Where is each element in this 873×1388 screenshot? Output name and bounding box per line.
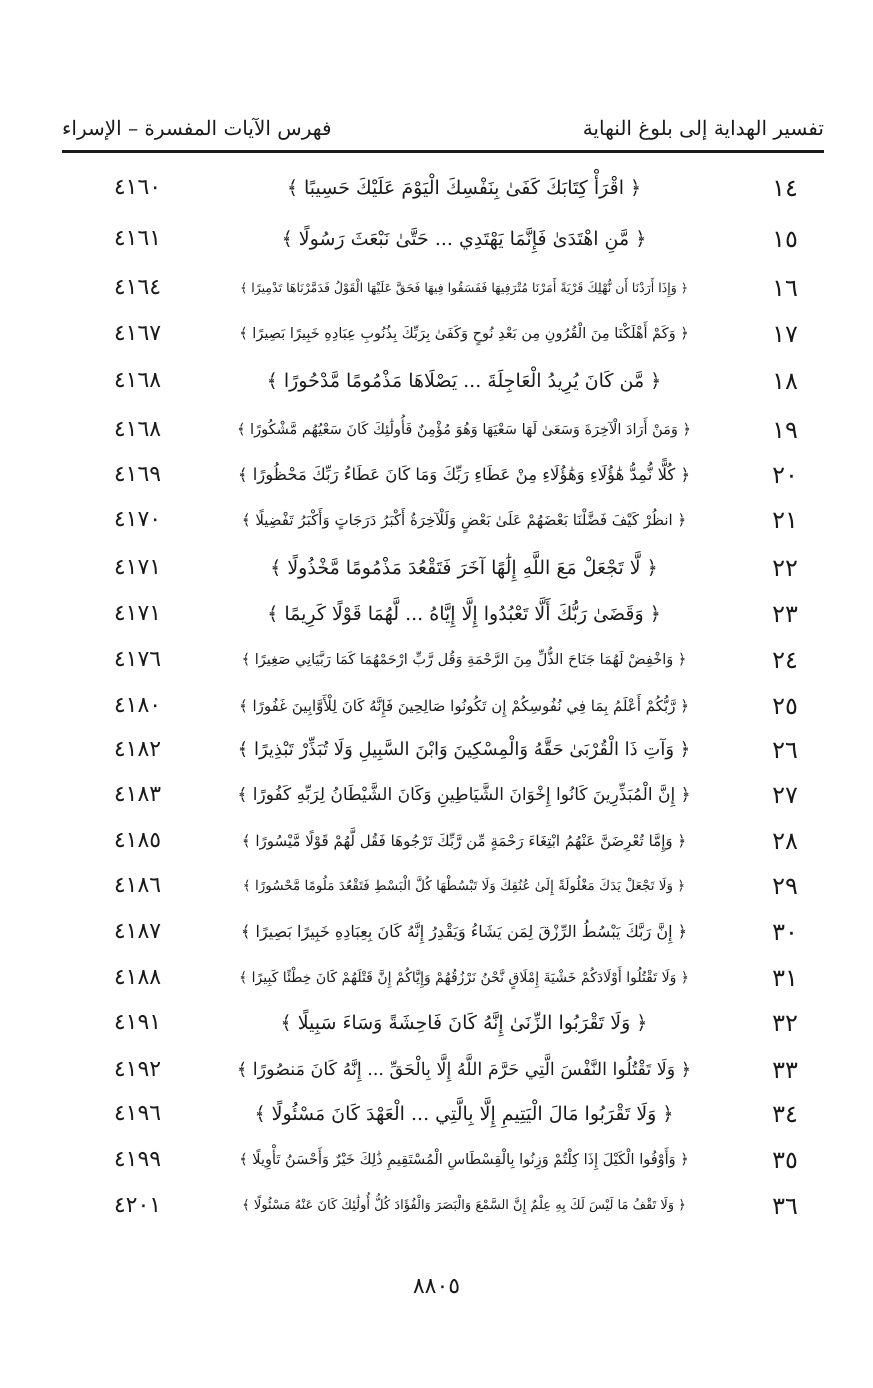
- verse-number: ٢٦: [772, 736, 798, 764]
- page-reference: ٤١٩٩: [113, 1147, 162, 1172]
- index-row: [0, 958, 873, 998]
- verse-number: ١٥: [772, 225, 798, 253]
- verse-text: ﴿ وَإِمَّا تُعْرِضَنَّ عَنْهُمُ ابْتِغَاءَ رَحْمَةٍ مِّن رَّبِّكَ تَرْجُوهَا فَقُل لَّهُمْ قَوْلًا مَّيْسُورًا ﴾: [241, 832, 687, 850]
- index-row: [0, 866, 873, 906]
- index-row: [0, 1186, 873, 1226]
- verse-number: ٣٦: [772, 1192, 798, 1220]
- verse-number: ٢٢: [772, 554, 798, 582]
- verse-number: ٣٣: [772, 1056, 798, 1084]
- page-reference: ٤١٩٢: [113, 1057, 162, 1082]
- verse-text: ﴿ لَّا تَجْعَلْ مَعَ اللَّهِ إِلَٰهًا آخَرَ فَتَقْعُدَ مَذْمُومًا مَّخْذُولًا ﴾: [270, 557, 658, 579]
- verse-number: ٢٥: [772, 692, 798, 720]
- page-reference: ٤١٨٦: [113, 873, 162, 898]
- index-row: [0, 730, 873, 770]
- index-row: [0, 1050, 873, 1090]
- verse-number: ٣٢: [772, 1009, 798, 1037]
- running-header: [62, 116, 824, 146]
- verse-number: ٢٤: [772, 646, 798, 674]
- verse-text: ﴿ وَأَوْفُوا الْكَيْلَ إِذَا كِلْتُمْ وَزِنُوا بِالْقِسْطَاسِ الْمُسْتَقِيمِ ذَٰلِكَ خَيْرٌ وَأَحْسَنُ تَأْوِيلًا ﴾: [239, 1152, 689, 1168]
- verse-text: ﴿ مَّنِ اهْتَدَىٰ فَإِنَّمَا يَهْتَدِي ... حَتَّىٰ نَبْعَثَ رَسُولًا ﴾: [281, 228, 647, 250]
- index-row: [0, 594, 873, 634]
- index-row: [0, 548, 873, 588]
- section-title: فهرس الآيات المفسرة – الإسراء: [62, 116, 332, 140]
- index-row: [0, 686, 873, 726]
- page-reference: ٤١٦٩: [113, 462, 162, 487]
- verse-text: ﴿ مَّن كَانَ يُرِيدُ الْعَاجِلَةَ ... يَصْلَاهَا مَذْمُومًا مَّدْحُورًا ﴾: [266, 370, 662, 392]
- verse-number: ١٨: [772, 367, 798, 395]
- page-reference: ٤١٨٢: [113, 737, 162, 762]
- index-row: [0, 314, 873, 354]
- verse-number: ١٩: [772, 416, 798, 444]
- index-row: [0, 912, 873, 952]
- verse-text: ﴿ وَلَا تَقْرَبُوا الزِّنَىٰ إِنَّهُ كَانَ فَاحِشَةً وَسَاءَ سَبِيلًا ﴾: [280, 1012, 648, 1034]
- index-row: [0, 640, 873, 680]
- verse-number: ٣٠: [772, 918, 798, 946]
- page-reference: ٤١٧٦: [113, 647, 162, 672]
- page-reference: ٤١٦٨: [113, 368, 162, 393]
- index-row: [0, 1094, 873, 1134]
- page-reference: ٤١٧١: [113, 601, 162, 626]
- verse-text: ﴿ وَمَنْ أَرَادَ الْآخِرَةَ وَسَعَىٰ لَهَا سَعْيَهَا وَهُوَ مُؤْمِنٌ فَأُولَٰئِكَ كَانَ سَعْيُهُم مَّشْكُورًا ﴾: [236, 422, 692, 438]
- verse-text: ﴿ وَلَا تَقْتُلُوا أَوْلَادَكُمْ خَشْيَةَ إِمْلَاقٍ نَّحْنُ نَرْزُقُهُمْ وَإِيَّاكُمْ إِنَّ قَتْلَهُمْ كَانَ خِطْئًا كَبِيرًا ﴾: [238, 970, 690, 986]
- verse-text: ﴿ وَآتِ ذَا الْقُرْبَىٰ حَقَّهُ وَالْمِسْكِينَ وَابْنَ السَّبِيلِ وَلَا تُبَذِّرْ تَبْذِيرًا ﴾: [237, 739, 691, 760]
- index-row: [0, 775, 873, 815]
- page-reference: ٤١٦٨: [113, 417, 162, 442]
- index-row: [0, 268, 873, 308]
- verse-number: ١٤: [772, 174, 798, 202]
- verse-number: ٢٧: [772, 781, 798, 809]
- page-reference: ٤١٧٠: [113, 507, 162, 532]
- verse-text: ﴿ رَّبُّكُمْ أَعْلَمُ بِمَا فِي نُفُوسِكُمْ إِن تَكُونُوا صَالِحِينَ فَإِنَّهُ كَانَ لِلْأَوَّابِينَ غَفُورًا ﴾: [238, 697, 690, 715]
- verse-number: ٢١: [772, 506, 798, 534]
- header-rule: [62, 150, 824, 153]
- verse-text: ﴿ وَلَا تَجْعَلْ يَدَكَ مَغْلُولَةً إِلَىٰ عُنُقِكَ وَلَا تَبْسُطْهَا كُلَّ الْبَسْطِ فَتَقْعُدَ مَلُومًا مَّحْسُورًا ﴾: [242, 878, 686, 894]
- verse-text: ﴿ وَاخْفِضْ لَهُمَا جَنَاحَ الذُّلِّ مِنَ الرَّحْمَةِ وَقُل رَّبِّ ارْحَمْهُمَا كَمَا رَبَّيَانِي صَغِيرًا ﴾: [241, 652, 687, 668]
- index-row: [0, 821, 873, 861]
- verse-text: ﴿ وَلَا تَقْرَبُوا مَالَ الْيَتِيمِ إِلَّا بِالَّتِي ... الْعَهْدَ كَانَ مَسْئُولًا ﴾: [254, 1103, 674, 1125]
- page-reference: ٤١٩١: [113, 1010, 162, 1035]
- verse-number: ٣٥: [772, 1146, 798, 1174]
- page-number: ٨٨٠٥: [412, 1274, 461, 1299]
- page-reference: ٤١٨٨: [113, 965, 162, 990]
- index-row: [0, 168, 873, 208]
- verse-number: ١٧: [772, 320, 798, 348]
- verse-number: ٢٨: [772, 827, 798, 855]
- page-reference: ٤١٦١: [113, 226, 162, 251]
- verse-number: ٣٤: [772, 1100, 798, 1128]
- verse-text: ﴿ اقْرَأْ كِتَابَكَ كَفَىٰ بِنَفْسِكَ الْيَوْمَ عَلَيْكَ حَسِيبًا ﴾: [286, 177, 642, 199]
- verse-number: ٢٣: [772, 600, 798, 628]
- verse-text: ﴿ وَقَضَىٰ رَبُّكَ أَلَّا تَعْبُدُوا إِلَّا إِيَّاهُ ... لَّهُمَا قَوْلًا كَرِيمًا ﴾: [267, 603, 661, 625]
- verse-number: ٢٠: [772, 461, 798, 489]
- page-reference: ٤١٦٤: [113, 275, 162, 300]
- verse-text: ﴿ وَلَا تَقْتُلُوا النَّفْسَ الَّتِي حَرَّمَ اللَّهُ إِلَّا بِالْحَقِّ ... إِنَّهُ كَانَ مَنصُورًا ﴾: [236, 1060, 692, 1080]
- page-reference: ٤١٦٧: [113, 321, 162, 346]
- verse-text: ﴿ انظُرْ كَيْفَ فَضَّلْنَا بَعْضَهُمْ عَلَىٰ بَعْضٍ وَلَلْآخِرَةُ أَكْبَرُ دَرَجَاتٍ وَأَكْبَرُ تَفْضِيلًا ﴾: [241, 511, 687, 529]
- page-reference: ٤٢٠١: [113, 1193, 162, 1218]
- verse-number: ٢٩: [772, 872, 798, 900]
- verse-number: ٣١: [772, 964, 798, 992]
- verse-text: ﴿ إِنَّ الْمُبَذِّرِينَ كَانُوا إِخْوَانَ الشَّيَاطِينِ وَكَانَ الشَّيْطَانُ لِرَبِّهِ كَفُورًا ﴾: [237, 785, 691, 805]
- page-reference: ٤١٧١: [113, 555, 162, 580]
- book-title: تفسير الهداية إلى بلوغ النهاية: [582, 116, 824, 140]
- verse-text: ﴿ كُلًّا نُّمِدُّ هَٰؤُلَاءِ وَهَٰؤُلَاءِ مِنْ عَطَاءِ رَبِّكَ وَمَا كَانَ عَطَاءُ رَبِّكَ مَحْظُورًا ﴾: [237, 465, 691, 484]
- verse-text: ﴿ وَلَا تَقْفُ مَا لَيْسَ لَكَ بِهِ عِلْمٌ إِنَّ السَّمْعَ وَالْبَصَرَ وَالْفُؤَادَ كُلُّ أُولَٰئِكَ كَانَ عَنْهُ مَسْئُولًا ﴾: [242, 1198, 686, 1213]
- page-reference: ٤١٩٦: [113, 1101, 162, 1126]
- page-reference: ٤١٨٥: [113, 828, 162, 853]
- page-reference: ٤١٨٧: [113, 919, 162, 944]
- index-row: [0, 219, 873, 259]
- page-reference: ٤١٦٠: [113, 175, 162, 200]
- page-reference: ٤١٨٣: [113, 782, 162, 807]
- verse-text: ﴿ وَكَمْ أَهْلَكْنَا مِنَ الْقُرُونِ مِن بَعْدِ نُوحٍ وَكَفَىٰ بِرَبِّكَ بِذُنُوبِ عِبَادِهِ خَبِيرًا بَصِيرًا ﴾: [239, 326, 689, 342]
- index-row: [0, 500, 873, 540]
- verse-number: ١٦: [772, 274, 798, 302]
- index-row: [0, 410, 873, 450]
- index-row: [0, 1140, 873, 1180]
- index-row: [0, 455, 873, 495]
- index-row: [0, 1003, 873, 1043]
- verse-text: ﴿ إِنَّ رَبَّكَ يَبْسُطُ الرِّزْقَ لِمَن يَشَاءُ وَيَقْدِرُ إِنَّهُ كَانَ بِعِبَادِهِ خَبِيرًا بَصِيرًا ﴾: [241, 922, 687, 941]
- verse-text: ﴿ وَإِذَا أَرَدْنَا أَن نُّهْلِكَ قَرْيَةً أَمَرْنَا مُتْرَفِيهَا فَفَسَقُوا فِيهَا فَحَقَّ عَلَيْهَا الْقَوْلُ فَدَمَّرْنَاهَا تَدْمِيرًا ﴾: [239, 280, 689, 295]
- page-reference: ٤١٨٠: [113, 693, 162, 718]
- index-row: [0, 361, 873, 401]
